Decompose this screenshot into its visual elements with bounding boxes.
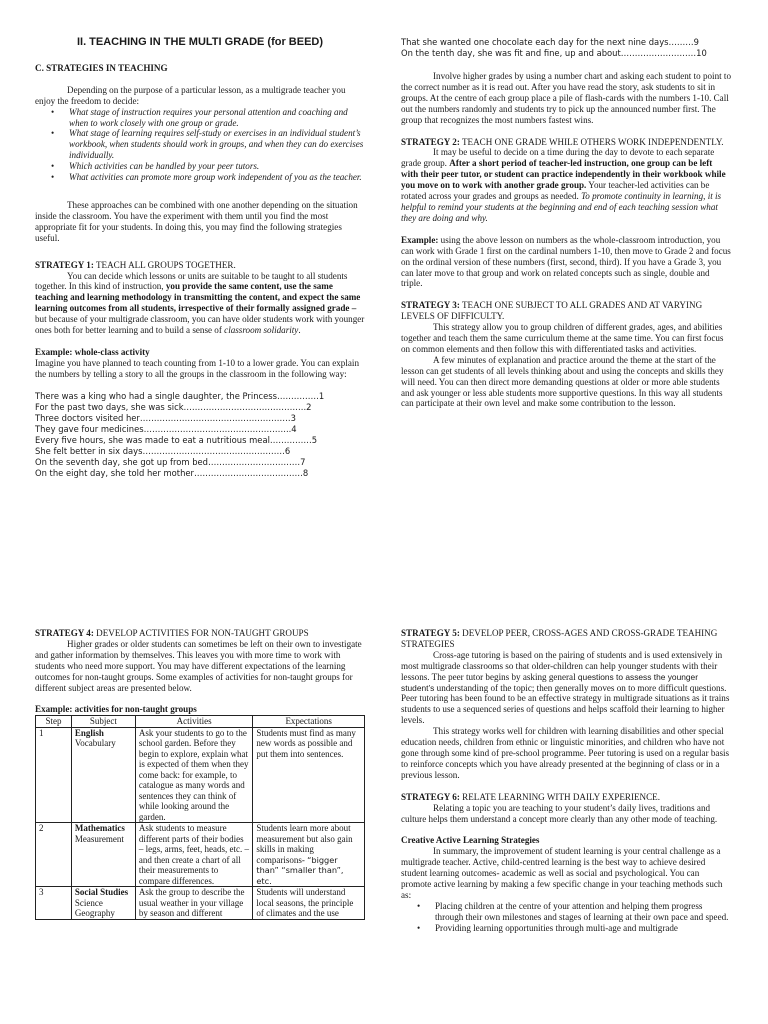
bold-text: you provide the same content, use the same teaching and learning methodology in transmitting the content, and expect the same learning outcomes from all students, irrespective of their formally assigned grade – bbox=[35, 281, 361, 314]
text-span: Your teacher-led activities can be rotated across your grades and groups as needed. bbox=[401, 180, 710, 202]
expectation-cell bbox=[253, 727, 365, 823]
example-label: Example: bbox=[401, 234, 439, 245]
strategy-2-example bbox=[401, 235, 731, 290]
list-item: • What stage of instruction requires your personal attention and coaching and when to work closely with one group or grade. bbox=[69, 107, 365, 129]
strategy-label: STRATEGY 4: bbox=[35, 628, 94, 638]
text-span: Cross-age tutoring is based on the pairing of students and is used extensively in most multigrade classrooms so that older-children can help younger students with their lessons. The peer tutor begins by asking general bbox=[401, 649, 723, 682]
subject-sub: Vocabulary bbox=[74, 738, 116, 749]
strategy-2-heading bbox=[401, 137, 731, 148]
strategy-name: RELATE LEARNING WITH DAILY EXPERIENCE. bbox=[462, 791, 661, 802]
strategy-label: STRATEGY 5: bbox=[401, 628, 460, 638]
italic-text: To promote continuity in learning, it is helpful to remind your students at the beginning and end of each teaching session what they are doing and why. bbox=[401, 191, 722, 223]
activities-table bbox=[35, 715, 365, 920]
text-span: It may be useful to decide on a time during the day to devote to each separate grade group. bbox=[401, 147, 715, 169]
strategy-4-text: Higher grades or older students can sometimes be left on their own to investigate and gather information by themselves. This leaves you with more time to work with students who need more support. You may have different expectations of the learning outcomes for non-taught groups. Some examples of activities for non-taught groups for different subject areas are presented below. bbox=[35, 638, 362, 693]
column-header: Step bbox=[36, 716, 72, 728]
expectation-text: Students learn more about measurement but also gain skills in making comparisons- bbox=[256, 823, 353, 865]
strategy-5-paragraph-1 bbox=[401, 650, 731, 726]
story-line: For the past two days, she was sick……………………………………..2 bbox=[35, 401, 312, 412]
list-item: • Providing learning opportunities through multi-age and multigrade bbox=[435, 923, 731, 934]
subject-cell bbox=[71, 887, 135, 920]
list-item: • What stage of learning requires self-study or exercises in an individual student’s workbook, when students should work in groups, and when they can do exercises individually. bbox=[69, 128, 365, 161]
expectation-text: Students must find as many new words as possible and put them into sentences. bbox=[256, 727, 356, 759]
approaches-paragraph: These approaches can be combined with one another depending on the situation inside the classroom. You have the experiment with them until you find the most appropriate fit for your students. In doing this, you may find the following strategies useful. bbox=[35, 199, 358, 243]
text-span: but because of your multigrade classroom, you can have older students work with younger ones both for better learning and to build a sense of bbox=[35, 314, 365, 336]
text-span: . bbox=[298, 325, 301, 336]
creative-text: In summary, the improvement of student learning is your central challenge as a multigrade teacher. Active, child-centred learning is the best way to achieve desired student learning outcomes- academic as well as social and psychological. You can promote active learning by making a few specific change in your teaching methods such as: bbox=[401, 846, 723, 900]
strategy-1-text bbox=[35, 271, 365, 336]
strategy-3-paragraph-1: This strategy allow you to group children of different grades, ages, and abilities together and teach them the same curriculum theme at the same time. You can first focus on common elements and then follow this with differentiated tasks and activities. bbox=[401, 322, 724, 354]
quoted-terms: “bigger than” “smaller than”, etc. bbox=[256, 854, 344, 886]
strategy-name: TEACH ONE SUBJECT TO ALL GRADES AND AT VARYING LEVELS OF DIFFICULTY. bbox=[401, 300, 703, 322]
step-cell: 1 bbox=[36, 727, 72, 823]
strategy-label: STRATEGY 1: bbox=[35, 259, 94, 270]
section-heading: C. STRATEGIES IN TEACHING bbox=[35, 62, 168, 73]
expectation-text: Students will understand local seasons, the principle of climates and the use bbox=[256, 887, 354, 919]
column-header: Expectations bbox=[253, 716, 365, 728]
step-cell: 2 bbox=[36, 823, 72, 887]
strategy-3-paragraph-2: A few minutes of explanation and practice around the theme at the start of the lesson can get students of all levels thinking about and using the concepts and skills they will need. You can then direct more demanding questions at older or more able students and ask younger or less able students more supportive questions. In this way all students can participate at their own level and make some contribution to the lesson. bbox=[401, 354, 724, 409]
story-line: On the tenth day, she was fit and fine, up and about………………………10 bbox=[401, 48, 707, 58]
counting-story bbox=[35, 391, 365, 479]
strategy-name: TEACH ONE GRADE WHILE OTHERS WORK INDEPENDENTLY. bbox=[461, 136, 724, 147]
sans-text: questions to assess the younger student’s bbox=[401, 671, 698, 693]
strategy-6-text: Relating a topic you are teaching to your student’s daily lives, traditions and culture helps them understand a concept more clearly than any other mode of teaching. bbox=[401, 802, 718, 824]
example-heading: Example: activities for non-taught groups bbox=[35, 704, 197, 715]
subject-cell bbox=[71, 823, 135, 887]
subject-main: English bbox=[74, 727, 104, 738]
expectation-cell bbox=[253, 823, 365, 887]
story-line: On the eight day, she told her mother…………………………………8 bbox=[35, 467, 309, 478]
example-heading: Example: whole-class activity bbox=[35, 346, 150, 357]
story-line: Every five hours, she was made to eat a nutritious meal……………5 bbox=[35, 434, 318, 445]
story-line: There was a king who had a single daughter, the Princess……………1 bbox=[35, 390, 325, 401]
step-cell: 3 bbox=[36, 887, 72, 920]
stage-bullet-list bbox=[35, 107, 365, 183]
strategy-6-heading bbox=[401, 792, 731, 803]
table-row bbox=[36, 887, 365, 920]
table-row bbox=[36, 727, 365, 823]
text-span: using the above lesson on numbers as the whole-classroom introduction, you can work with Grade 1 first on the cardinal numbers 1-10, then move to Grade 2 and focus on the ordinal version of these numbers (first, second, third). If you have a Grade 3, you can later move to that group and work on related concepts such as single, double and triple. bbox=[401, 234, 731, 289]
strategy-3-heading bbox=[401, 300, 731, 322]
strategy-label: STRATEGY 6: bbox=[401, 791, 460, 802]
example-text: Imagine you have planned to teach counting from 1-10 to a lower grade. You can explain the numbers by telling a story to all the groups in the classroom in the following way: bbox=[35, 357, 359, 379]
column-header: Activities bbox=[135, 716, 253, 728]
strategy-name: TEACH ALL GROUPS TOGETHER. bbox=[95, 259, 236, 270]
subject-main: Social Studies bbox=[74, 887, 129, 898]
strategy-2-text bbox=[401, 147, 731, 223]
activity-cell: Ask the group to describe the usual weather in your village by season and different bbox=[135, 887, 253, 920]
subject-cell bbox=[71, 727, 135, 823]
strategy-label: STRATEGY 3: bbox=[401, 300, 460, 311]
activity-cell: Ask students to measure different parts of their bodies – legs, arms, feet, heads, etc. – and then create a chart of all their measurements to compare differences. bbox=[135, 823, 253, 887]
strategy-name: DEVELOP ACTIVITIES FOR NON-TAUGHT GROUPS bbox=[96, 628, 309, 638]
subject-main: Mathematics bbox=[74, 823, 125, 834]
text-span: You can decide which lessons or units are suitable to be taught to all students together. In this kind of instruction, bbox=[35, 270, 348, 292]
subject-sub: Science Geography bbox=[74, 897, 115, 919]
intro-paragraph: Depending on the purpose of a particular lesson, as a multigrade teacher you enjoy the freedom to decide: bbox=[35, 84, 346, 106]
counting-story-continued bbox=[401, 37, 731, 59]
expectation-cell bbox=[253, 887, 365, 920]
creative-bullet-list bbox=[401, 901, 731, 934]
table-row bbox=[36, 823, 365, 887]
list-item: • Which activities can be handled by your peer tutors. bbox=[69, 161, 365, 172]
table-header-row bbox=[36, 716, 365, 728]
creative-heading: Creative Active Learning Strategies bbox=[401, 835, 540, 846]
subject-sub: Measurement bbox=[74, 833, 124, 844]
story-line: She felt better in six days……………………………………………6 bbox=[35, 445, 291, 456]
strategy-label: STRATEGY 2: bbox=[401, 136, 460, 147]
top-left-column bbox=[35, 37, 365, 479]
strategy-4-heading bbox=[35, 628, 365, 639]
italic-text: classroom solidarity bbox=[224, 325, 299, 336]
bottom-left-column bbox=[35, 628, 365, 920]
column-header: Subject bbox=[71, 716, 135, 728]
story-line: On the seventh day, she got up from bed……………………………7 bbox=[35, 456, 306, 467]
strategy-5-paragraph-2: This strategy works well for children with learning disabilities and other special education needs, children from ethnic or linguistic minorities, and children who have not gone through some kind of pre-school programme. Peer tutoring is used on a regular basis to reinforce concepts which you have already presented at the beginning of class or in a previous lesson. bbox=[401, 726, 730, 780]
list-item: • What activities can promote more group work independent of you as the teacher. bbox=[69, 172, 365, 183]
bold-text: After a short period of teacher-led instruction, one group can be left with their peer tutor, or student can practice independently in their workbook while you move on to work with another grade group. bbox=[401, 158, 726, 191]
story-line: They gave four medicines……………………………………………..4 bbox=[35, 423, 297, 434]
page-title: II. TEACHING IN THE MULTI GRADE (for BEED) bbox=[76, 36, 324, 48]
top-right-column bbox=[401, 37, 731, 409]
strategy-1-heading bbox=[35, 260, 365, 271]
story-line: Three doctors visited her………………………………………………3 bbox=[35, 412, 296, 423]
story-line: That she wanted one chocolate each day for the next nine days………9 bbox=[401, 37, 699, 47]
text-span: understanding of the topic; then generally moves on to more difficult questions. Peer tutoring has been found to be an effective strategy in multigrade situations as it trains students to use a sequenced series of questions and helps scaffold their learning to higher levels. bbox=[401, 682, 730, 726]
strategy-name: DEVELOP PEER, CROSS-AGES AND CROSS-GRADE TEAHING STRATEGIES bbox=[401, 628, 718, 649]
bottom-right-column bbox=[401, 628, 731, 934]
activity-cell: Ask your students to go to the school garden. Before they begin to explore, explain what is expected of them when they come back: for example, to catalogue as many words and sentences they can think of while looking around the garden. bbox=[135, 727, 253, 823]
involve-paragraph: Involve higher grades by using a number chart and asking each student to point to the correct number as it is read out. After you have read the story, ask students to sit in groups. At the centre of each group place a pile of flash-cards with the numbers 1-10. Call out the numbers randomly and students try to pick up the announced number first. The group that recognizes the most numbers fastest wins. bbox=[401, 71, 731, 125]
list-item: • Placing children at the centre of your attention and helping them progress through their own milestones and stages of learning at their own pace and speed. bbox=[435, 901, 731, 923]
strategy-5-heading bbox=[401, 628, 731, 650]
